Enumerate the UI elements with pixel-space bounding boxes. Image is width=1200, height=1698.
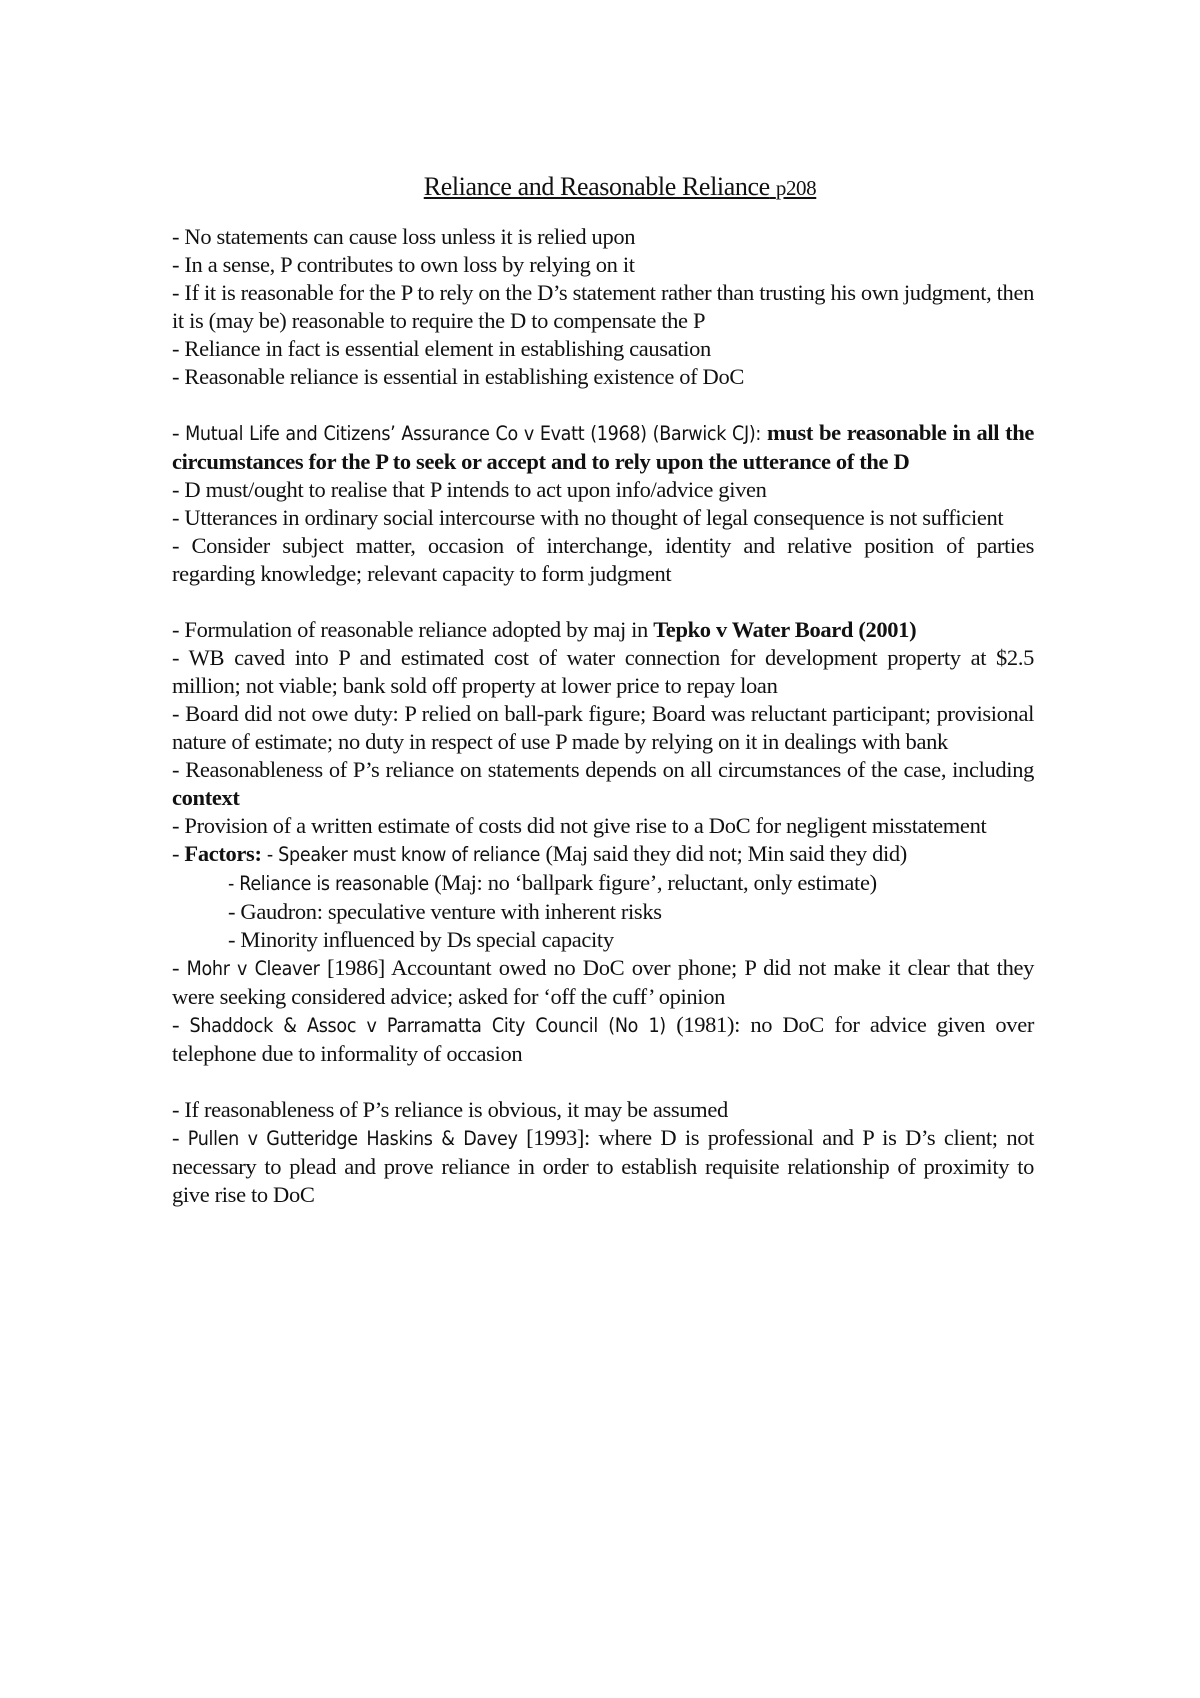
tepko-line-4: [172, 756, 1034, 812]
page-title: [172, 172, 1034, 203]
pullen-line: [172, 1124, 1034, 1209]
evatt-citation: (1968) (Barwick CJ):: [584, 422, 767, 445]
pullen-case-name: Pullen v Gutteridge Haskins & Davey: [187, 1127, 518, 1150]
tepko-intro: - Formulation of reasonable reliance adopted by maj in: [172, 617, 654, 642]
mohr-case-name: Mohr v Cleaver: [186, 957, 320, 980]
factor-1-detail: (Maj said they did not; Min said they did): [540, 841, 907, 866]
shaddock-case-name: Shaddock & Assoc v Parramatta City Council (No 1): [189, 1014, 666, 1037]
shaddock-prefix: -: [172, 1012, 190, 1037]
factors-label: Factors:: [184, 841, 262, 866]
assumed-line: - If reasonableness of P’s reliance is obvious, it may be assumed: [172, 1097, 728, 1122]
intro-line-3: - If it is reasonable for the P to rely on the D’s statement rather than trusting his own judgment, then it is (may be) reasonable to require the D to compensate the P: [172, 280, 1034, 333]
evatt-line-3: - Utterances in ordinary social intercourse with no thought of legal consequence is not sufficient: [172, 505, 1004, 530]
factor-3: - Gaudron: speculative venture with inherent risks: [228, 899, 662, 924]
tepko-block: [172, 616, 1034, 1068]
evatt-line-4: - Consider subject matter, occasion of interchange, identity and relative position of parties regarding knowledge; relevant capacity to form judgment: [172, 533, 1034, 586]
tepko-line-4-text: - Reasonableness of P’s reliance on statements depends on all circumstances of the case, including: [172, 757, 1034, 782]
factor-2-detail: (Maj: no ‘ballpark figure’, reluctant, only estimate): [428, 870, 877, 895]
factors-line: [172, 840, 1034, 869]
pullen-block: [172, 1096, 1034, 1209]
shaddock-detail: (1981): no DoC for advice given over telephone due to informality of occasion: [172, 1012, 1034, 1066]
title-page-ref: p208: [775, 176, 817, 200]
document-page: [172, 172, 1034, 1237]
factor-4: - Minority influenced by Ds special capacity: [228, 927, 614, 952]
intro-block: [172, 223, 1034, 391]
context-term: context: [172, 785, 240, 810]
tepko-line-5: - Provision of a written estimate of costs did not give rise to a DoC for negligent misstatement: [172, 813, 987, 838]
factor-2: [172, 869, 1034, 898]
intro-line-4: - Reliance in fact is essential element in establishing causation: [172, 336, 711, 361]
intro-line-2: - In a sense, P contributes to own loss by relying on it: [172, 252, 635, 277]
factor-2-label: - Reliance is reasonable: [228, 872, 429, 895]
evatt-block: [172, 419, 1034, 588]
tepko-line-1: [172, 616, 1034, 644]
mohr-line: [172, 954, 1034, 1011]
shaddock-line: [172, 1011, 1034, 1068]
pullen-detail: [1993]: where D is professional and P is D’s client; not necessary to plead and prove reliance in order to establish requisite relationship of proximity to give rise to DoC: [172, 1125, 1035, 1207]
evatt-prefix: -: [172, 420, 186, 445]
evatt-holding: must be reasonable in all the circumstances for the P to seek or accept and to rely upon the utterance of the D: [172, 420, 1035, 474]
title-main: Reliance and Reasonable Reliance: [423, 172, 770, 201]
factors-prefix: -: [172, 841, 185, 866]
tepko-line-3: - Board did not owe duty: P relied on ball-park figure; Board was reluctant participant; provisional nature of estimate; no duty in respect of use P made by relying on it in dealings with bank: [172, 701, 1034, 754]
evatt-case-name: Mutual Life and Citizens’ Assurance Co v Evatt: [185, 422, 585, 445]
tepko-case-name: Tepko v Water Board (2001): [653, 617, 917, 642]
intro-line-1: - No statements can cause loss unless it is relied upon: [172, 224, 636, 249]
evatt-line-2: - D must/ought to realise that P intends to act upon info/advice given: [172, 477, 767, 502]
intro-line-5: - Reasonable reliance is essential in establishing existence of DoC: [172, 364, 744, 389]
mohr-detail: [1986] Accountant owed no DoC over phone; P did not make it clear that they were seeking considered advice; asked for ‘off the cuff’ opinion: [172, 955, 1035, 1009]
tepko-line-2: - WB caved into P and estimated cost of water connection for development property at $2.5 million; not viable; bank sold off property at lower price to repay loan: [172, 645, 1034, 698]
evatt-line: [172, 419, 1034, 476]
pullen-prefix: -: [172, 1125, 188, 1150]
mohr-prefix: -: [172, 955, 187, 980]
factor-1-label: - Speaker must know of reliance: [261, 843, 541, 866]
